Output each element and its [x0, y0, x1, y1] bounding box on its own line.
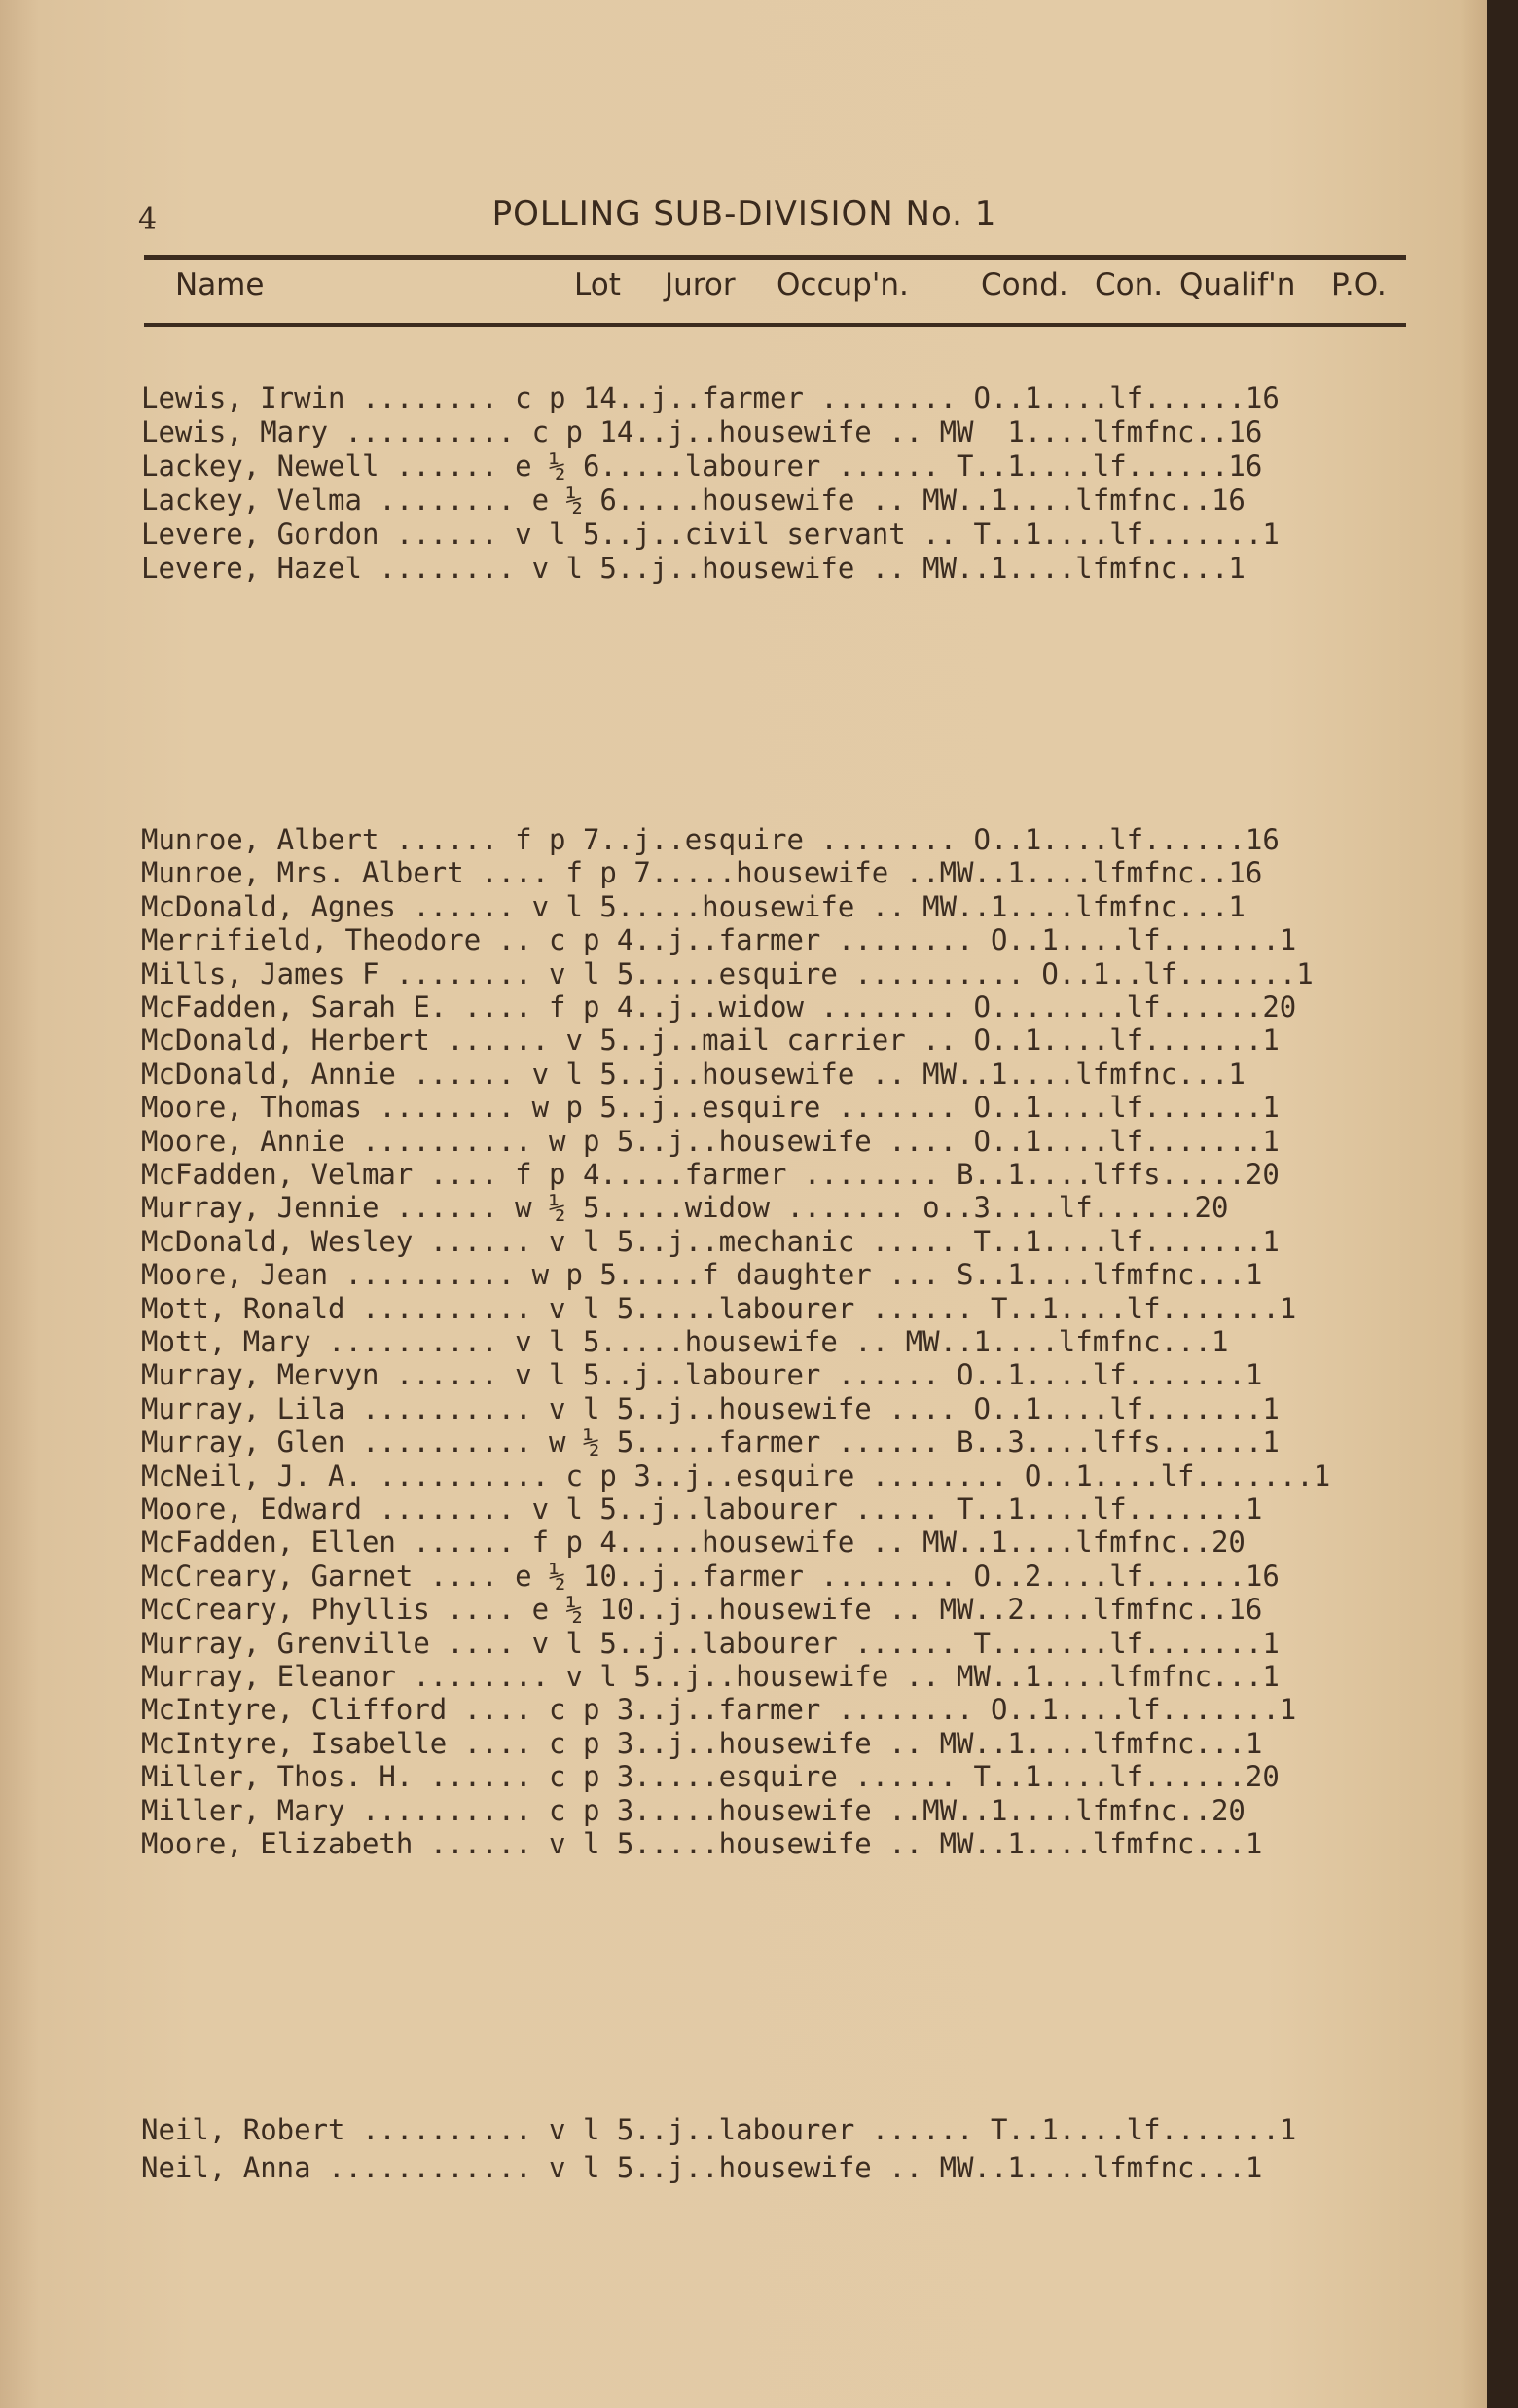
voter-entry: Moore, Elizabeth ...... v l 5.....housewife .. MW..1....lfmfnc...1: [141, 1827, 1263, 1860]
header-rule-bottom: [144, 323, 1406, 327]
voter-entry: Neil, Anna ............ v l 5..j..housewife .. MW..1....lfmfnc...1: [141, 2151, 1263, 2184]
voter-entry: Lackey, Velma ........ e ½ 6.....housewife .. MW..1....lfmfnc..16: [141, 484, 1246, 517]
col-po: P.O.: [1331, 268, 1387, 303]
voter-entry: McNeil, J. A. .......... c p 3..j..esquire ........ O..1....lf.......1: [141, 1458, 1331, 1492]
voter-entry: Miller, Mary .......... c p 3.....housewife ..MW..1....lfmfnc..20: [141, 1793, 1246, 1827]
voter-entry: Moore, Annie .......... w p 5..j..housewife .... O..1....lf.......1: [141, 1124, 1280, 1158]
voter-entry: McCreary, Phyllis .... e ½ 10..j..housewife .. MW..2....lfmfnc..16: [141, 1593, 1263, 1627]
voter-entry: Miller, Thos. H. ...... c p 3.....esquire ...... T..1....lf......20: [141, 1760, 1280, 1794]
voter-entry: Levere, Gordon ...... v l 5..j..civil servant .. T..1....lf.......1: [141, 518, 1280, 551]
voter-entry: Munroe, Albert ...... f p 7..j..esquire ........ O..1....lf......16: [141, 823, 1280, 856]
col-juror: Juror: [665, 268, 736, 303]
voter-entry: Murray, Eleanor ........ v l 5..j..housewife .. MW..1....lfmfnc...1: [141, 1660, 1280, 1693]
voter-entry: Murray, Jennie ...... w ½ 5.....widow ....... o..3....lf......20: [141, 1191, 1229, 1225]
voter-entry: McFadden, Sarah E. .... f p 4..j..widow ........ O........lf......20: [141, 990, 1297, 1024]
voter-entry: McCreary, Garnet .... e ½ 10..j..farmer ........ O..2....lf......16: [141, 1559, 1280, 1593]
voter-entry: McDonald, Annie ...... v l 5..j..housewife .. MW..1....lfmfnc...1: [141, 1057, 1246, 1091]
voter-entry: Moore, Thomas ........ w p 5..j..esquire ....... O..1....lf.......1: [141, 1091, 1280, 1125]
voter-entry: McFadden, Velmar .... f p 4.....farmer ........ B..1....lffs.....20: [141, 1158, 1280, 1191]
voter-entry: Lewis, Mary .......... c p 14..j..housewife .. MW 1....lfmfnc..16: [141, 415, 1263, 449]
col-cond: Cond.: [981, 268, 1068, 303]
voter-entry: McDonald, Agnes ...... v l 5.....housewife .. MW..1....lfmfnc...1: [141, 889, 1246, 923]
voter-entry: Murray, Grenville .... v l 5..j..labourer ...... T.......lf.......1: [141, 1626, 1280, 1660]
col-qualif: Qualif'n: [1179, 268, 1296, 303]
book-spine: [1487, 0, 1518, 2408]
col-lot: Lot: [574, 268, 621, 303]
voter-entry: McIntyre, Clifford .... c p 3..j..farmer ........ O..1....lf.......1: [141, 1693, 1297, 1727]
voter-entry: Merrifield, Theodore .. c p 4..j..farmer ........ O..1....lf.......1: [141, 923, 1297, 957]
voter-entry: McDonald, Herbert ...... v 5..j..mail carrier .. O..1....lf.......1: [141, 1024, 1280, 1058]
voter-entry: Mott, Mary .......... v l 5.....housewife .. MW..1....lfmfnc...1: [141, 1325, 1229, 1358]
voter-entry: Mills, James F ........ v l 5.....esquire .......... O..1..lf.......1: [141, 956, 1314, 990]
col-con: Con.: [1095, 268, 1164, 303]
col-name: Name: [175, 268, 265, 303]
voter-entry: Moore, Jean .......... w p 5.....f daughter ... S..1....lfmfnc...1: [141, 1258, 1263, 1292]
voter-entry: Lewis, Irwin ........ c p 14..j..farmer ........ O..1....lf......16: [141, 381, 1280, 414]
voter-entry: Mott, Ronald .......... v l 5.....labourer ...... T..1....lf.......1: [141, 1291, 1297, 1325]
col-occupation: Occup'n.: [777, 268, 909, 303]
voter-entry: Murray, Glen .......... w ½ 5.....farmer ...... B..3....lffs......1: [141, 1425, 1280, 1459]
page-number: 4: [138, 202, 158, 236]
voter-entry: Murray, Mervyn ...... v l 5..j..labourer ...... O..1....lf.......1: [141, 1358, 1263, 1392]
voter-entry: Moore, Edward ........ v l 5..j..labourer ..... T..1....lf.......1: [141, 1492, 1263, 1526]
voter-entry: McDonald, Wesley ...... v l 5..j..mechanic ..... T..1....lf.......1: [141, 1224, 1280, 1258]
header-rule-top: [144, 255, 1406, 260]
voter-entry: McIntyre, Isabelle .... c p 3..j..housewife .. MW..1....lfmfnc...1: [141, 1726, 1263, 1760]
page-heading: POLLING SUB-DIVISION No. 1: [491, 195, 997, 234]
voter-entry: Munroe, Mrs. Albert .... f p 7.....housewife ..MW..1....lfmfnc..16: [141, 856, 1263, 890]
voter-entry: Lackey, Newell ...... e ½ 6.....labourer ...... T..1....lf......16: [141, 449, 1263, 483]
voter-entry: Murray, Lila .......... v l 5..j..housewife .... O..1....lf.......1: [141, 1391, 1280, 1425]
voter-entry: McFadden, Ellen ...... f p 4.....housewife .. MW..1....lfmfnc..20: [141, 1526, 1246, 1560]
voter-entry: Neil, Robert .......... v l 5..j..labourer ...... T..1....lf.......1: [141, 2113, 1297, 2146]
voter-entry: Levere, Hazel ........ v l 5..j..housewife .. MW..1....lfmfnc...1: [141, 552, 1246, 585]
